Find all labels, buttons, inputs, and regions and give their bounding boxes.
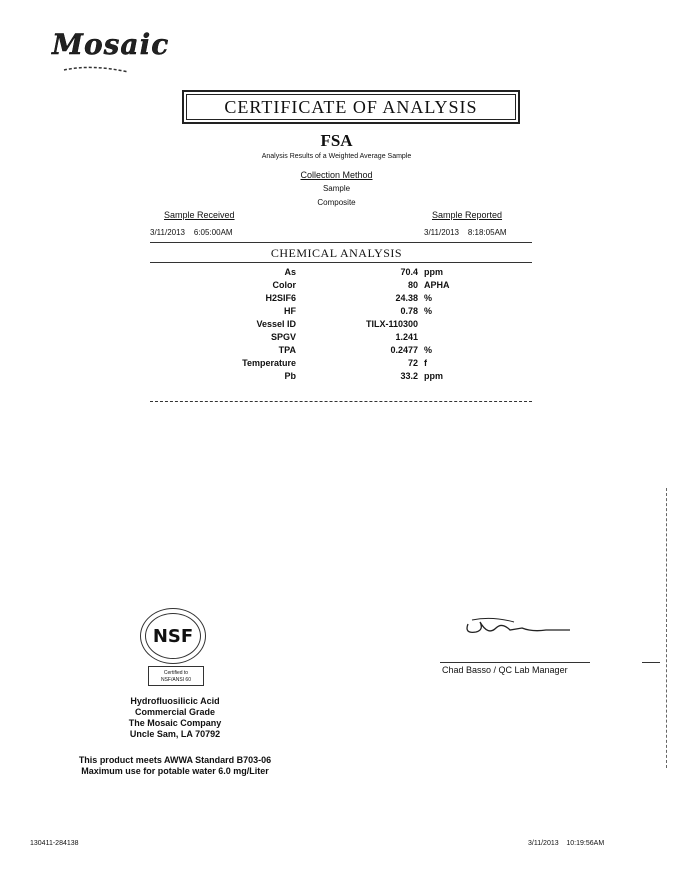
row-name: Pb — [284, 371, 296, 381]
chemical-analysis-title: CHEMICAL ANALYSIS — [270, 246, 403, 260]
product-name: FSA — [320, 131, 353, 150]
mosaic-logo — [52, 28, 172, 78]
row-value: 72 — [407, 358, 418, 368]
table-row — [150, 370, 532, 383]
divider-top — [150, 242, 532, 243]
collection-method-line1: Sample — [322, 184, 351, 193]
row-value: 80 — [407, 280, 418, 290]
sample-received-label: Sample Received — [164, 210, 235, 220]
table-row — [150, 292, 532, 305]
nsf-mark: NSF — [145, 613, 201, 659]
divider-chem — [150, 262, 532, 263]
row-name: Color — [272, 280, 296, 290]
standard-note-line1: This product meets AWWA Standard B703-06 — [78, 755, 272, 765]
row-unit: % — [424, 306, 433, 316]
row-name: Temperature — [242, 358, 296, 368]
signatory-name: Chad Basso / QC Lab Manager — [442, 665, 568, 675]
signature-icon — [462, 612, 572, 642]
page-edge-mark — [666, 488, 667, 768]
sample-received-value: 3/11/2013 6:05:00AM — [150, 228, 233, 237]
logo-text: Mosaic — [52, 28, 170, 61]
row-value: 24.38 — [395, 293, 418, 303]
row-value: 1.241 — [395, 332, 418, 342]
sample-reported-value: 3/11/2013 8:18:05AM — [424, 228, 507, 237]
nsf-line: Commercial Grade — [134, 707, 216, 717]
certificate-title-box — [182, 90, 520, 124]
row-unit: % — [424, 293, 433, 303]
signature-line-end — [642, 662, 660, 663]
divider-bottom — [150, 401, 532, 402]
standard-note-line2: Maximum use for potable water 6.0 mg/Liter — [81, 766, 269, 776]
row-name: As — [284, 267, 296, 277]
row-unit: % — [424, 345, 433, 355]
collection-method-line2: Composite — [317, 198, 356, 207]
chemical-analysis-table — [150, 266, 532, 383]
certified-line2: NSF/ANSI 60 — [160, 677, 191, 683]
table-row — [150, 344, 532, 357]
row-name: SPGV — [270, 332, 296, 342]
row-name: H2SIF6 — [265, 293, 296, 303]
nsf-line: Hydrofluosilicic Acid — [130, 696, 220, 706]
certified-line1: Certified to — [163, 670, 189, 676]
table-row — [150, 279, 532, 292]
table-row — [150, 331, 532, 344]
nsf-line: The Mosaic Company — [128, 718, 222, 728]
nsf-certified-box — [148, 666, 204, 686]
row-value: 0.2477 — [390, 345, 418, 355]
certificate-title: CERTIFICATE OF ANALYSIS — [224, 96, 478, 117]
row-value: 33.2 — [400, 371, 418, 381]
row-unit — [418, 318, 504, 331]
row-unit: ppm — [424, 267, 443, 277]
row-name: HF — [284, 306, 296, 316]
row-value: 70.4 — [400, 267, 418, 277]
row-unit: ppm — [424, 371, 443, 381]
row-name: Vessel ID — [256, 319, 296, 329]
nsf-seal — [140, 608, 206, 664]
nsf-line: Uncle Sam, LA 70792 — [129, 729, 221, 739]
sample-reported-label: Sample Reported — [432, 210, 503, 220]
table-row — [150, 357, 532, 370]
row-value: 0.78 — [400, 306, 418, 316]
collection-method-label: Collection Method — [300, 170, 373, 180]
table-row — [150, 305, 532, 318]
signature-line — [440, 662, 590, 663]
row-value: TILX-110300 — [365, 319, 418, 329]
row-unit: APHA — [424, 280, 450, 290]
analysis-subtitle: Analysis Results of a Weighted Average Sample — [261, 153, 412, 160]
footer-id: 130411-284138 — [30, 840, 79, 847]
row-name: TPA — [278, 345, 296, 355]
logo-swoosh-icon — [62, 62, 132, 76]
row-unit — [418, 331, 504, 344]
footer-timestamp: 3/11/2013 10:19:56AM — [528, 840, 605, 847]
row-unit: f — [424, 358, 427, 368]
table-row — [150, 318, 532, 331]
table-row — [150, 266, 532, 279]
